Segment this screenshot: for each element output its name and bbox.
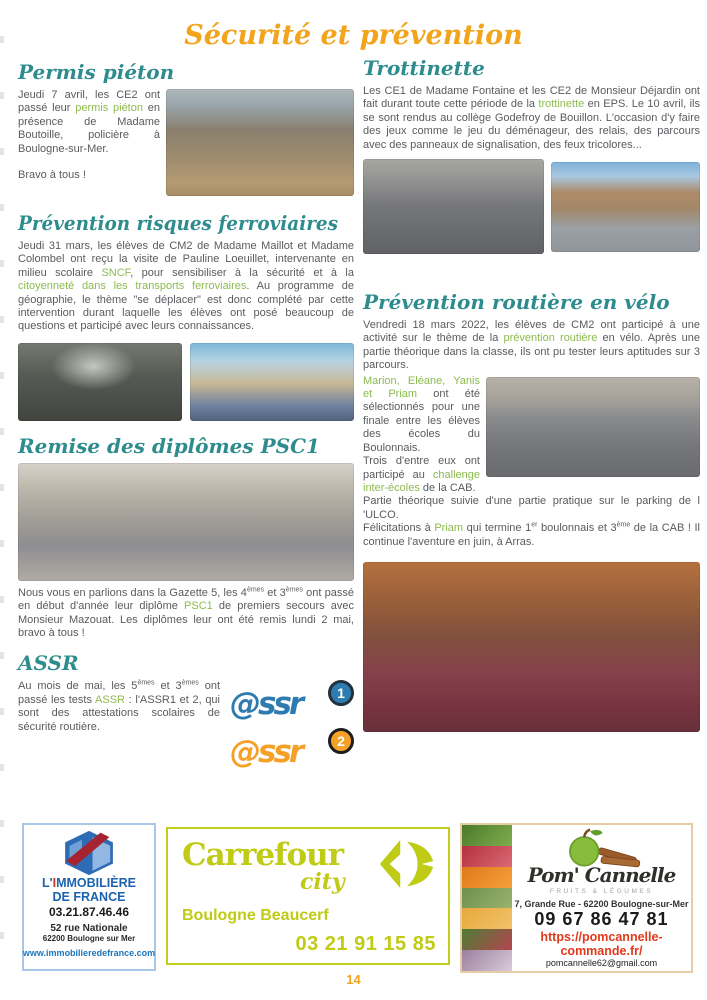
permis-pieton-heading: Permis piéton (18, 60, 175, 84)
photo-trottinette-college (551, 162, 700, 252)
psc1-paragraph: Nous vous en parlions dans la Gazette 5, les 4èmes et 3èmes ont passé en début d'année leur diplôme PSC1 de premiers secours avec Monsieur Mazouat. Les diplômes leur ont été remis lundi 2 mai, bravo à tous ! (18, 586, 355, 640)
assr-paragraph: Au mois de mai, les 5èmes et 3èmes ont passé les tests ASSR : l'ASSR1 et 2, qui sont des attestations scolaires de sécurité routière. (18, 679, 221, 733)
section-prevention-routiere-velo (363, 290, 700, 732)
velo-paragraph-1: Vendredi 18 mars 2022, les élèves de CM2 ont participé à une activité sur le thème de la prévention routière en vélo. Après une partie théorique dans la classe, ils ont pu tester leurs aptitudes sur 3 parcours. (363, 319, 700, 372)
assr2-logo (228, 730, 354, 774)
binding-marks (0, 36, 4, 966)
photo-psc1-group (18, 463, 354, 581)
velo-heading: Prévention routière en vélo (363, 290, 670, 315)
photo-challenge-remise-prix (363, 562, 700, 732)
assr2-logo-text: @ssr (230, 734, 302, 771)
page-title: Sécurité et prévention (184, 20, 523, 51)
ad-carrefour-city (166, 827, 450, 965)
carrefour-phone: 03 21 91 15 85 (295, 933, 436, 955)
psc1-heading: Remise des diplômes PSC1 (18, 433, 320, 458)
immobiliere-logo (60, 830, 118, 876)
assr-heading: ASSR (18, 651, 79, 676)
assr1-logo-text: @ssr (230, 686, 302, 723)
carrefour-city-text: city (300, 869, 345, 895)
photo-sncf-intervention-2 (190, 343, 354, 421)
assr1-logo (228, 682, 354, 726)
pom-cannelle-address: 7, Grande Rue - 62200 Boulogne-sur-Mer (514, 899, 689, 909)
ad-immobiliere-de-france (22, 823, 156, 971)
ferroviaires-heading: Prévention risques ferroviaires (18, 211, 338, 235)
immobiliere-address-city: 62200 Boulogne sur Mer (42, 934, 136, 943)
immobiliere-phone: 03.21.87.46.46 (48, 905, 130, 919)
carrefour-brand-text: Carrefour (182, 837, 344, 873)
photo-classroom-permis-pieton (166, 89, 354, 196)
immobiliere-address-street: 52 rue Nationale (50, 923, 128, 934)
section-diplomes-psc1 (18, 434, 354, 641)
trottinette-heading: Trottinette (363, 56, 485, 80)
page-number: 14 (346, 972, 361, 987)
permis-bravo-text: Bravo à tous ! (18, 169, 86, 182)
ferroviaires-paragraph: Jeudi 31 mars, les élèves de CM2 de Madame Maillot et Madame Colombel ont reçu la visite de Pauline Loeuillet, intervenante en milieu scolaire SNCF, pour sensibiliser à la sécurité et à la citoyenneté dans les transports ferroviaires. Au programme de géographie, le thème "se déplacer" est donc complété par cette intervention durant laquelle les élèves ont posé beaucoup de questions et participé avec leurs connaissances. (18, 240, 354, 333)
immobiliere-website-link[interactable]: www.immobilieredefrance.com (22, 948, 156, 958)
pom-cannelle-email-link[interactable]: pomcannelle62@gmail.com (545, 958, 658, 968)
pom-cannelle-phone: 09 67 86 47 81 (534, 909, 669, 929)
pom-cannelle-tagline: FRUITS & LÉGUMES (549, 888, 654, 895)
trottinette-paragraph: Les CE1 de Madame Fontaine et les CE2 de Monsieur Déjardin ont fait durant toute cette période de la trottinette en EPS. Le 10 avril, ils se sont rendus au collège Godefroy de Bouillon. L'occasion d'y faire des jeux comme le jeu du déménageur, des relais, des parcours avec des panneaux de signalisation, des feux tricolores... (363, 85, 700, 151)
velo-paragraph-2: Marion, Eléane, Yanis et Priam ont été sélectionnés pour une finale entre les élèves des écoles du Boulonnais. Trois d'entre eux ont participé au challenge inter-écoles de la CAB. Partie théorique suivie d'une partie pratique sur le parking de l 'ULCO. Félicitations à Priam qui termine 1er boulonnais et 3ème de la CAB ! Il continue l'aventure en juin, à Arras. (363, 374, 700, 548)
assr1-badge: 1 (328, 680, 354, 706)
section-assr (18, 651, 354, 778)
pom-cannelle-produce-strip (462, 825, 512, 971)
photo-trottinette-cour (363, 159, 544, 254)
assr2-badge: 2 (328, 728, 354, 754)
ad-pom-cannelle (460, 823, 693, 973)
permis-paragraph: Jeudi 7 avril, les CE2 ont passé leur permis piéton en présence de Madame Boutoille, policière à Boulogne-sur-Mer. (18, 89, 160, 155)
immobiliere-name-line2: DE FRANCE (52, 890, 126, 904)
pom-cannelle-brand: Pom' Cannelle (527, 863, 676, 887)
section-trottinette (363, 56, 700, 254)
right-column (363, 56, 700, 732)
immobiliere-name-line1: L'IMMOBILIÈRE (42, 876, 136, 890)
carrefour-logo (378, 839, 436, 889)
photo-velo-parcours (486, 377, 700, 477)
pom-cannelle-website-link[interactable]: https://pomcannelle-commande.fr/ (540, 930, 663, 958)
carrefour-location: Boulogne Beaucerf (182, 907, 329, 924)
section-risques-ferroviaires (18, 211, 354, 421)
left-column (18, 60, 354, 778)
section-permis-pieton (18, 60, 354, 196)
photo-sncf-intervention-1 (18, 343, 182, 421)
advertisements-row (22, 823, 693, 973)
